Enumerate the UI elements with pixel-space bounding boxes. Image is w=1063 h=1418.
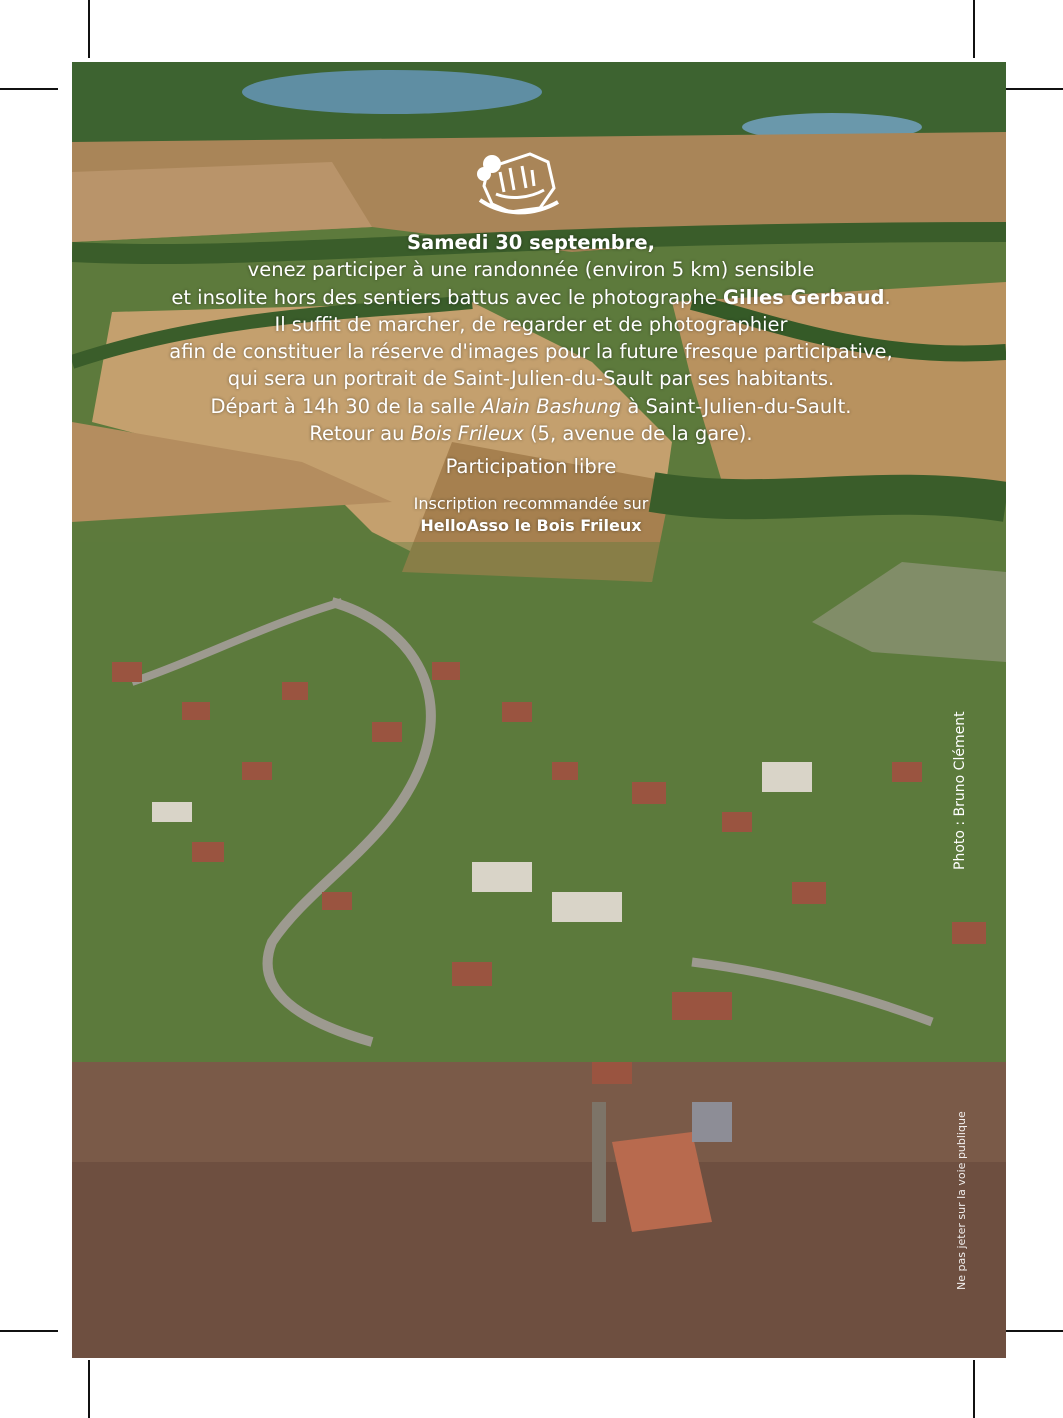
footprint-icon	[934, 1140, 943, 1155]
footprint-icon	[548, 1276, 563, 1285]
footprint-icon	[134, 1204, 143, 1219]
footprint-icon	[502, 1292, 517, 1301]
footprint-icon	[200, 122, 215, 131]
footprint-icon	[272, 1276, 287, 1285]
footprint-icon	[922, 910, 931, 925]
footprint-icon	[122, 606, 131, 621]
footprint-icon	[122, 150, 131, 165]
footprint-icon	[602, 134, 617, 143]
helloasso-link[interactable]: HelloAsso le Bois Frileux	[420, 516, 642, 536]
footprint-icon	[134, 652, 143, 667]
footprint-icon	[134, 194, 143, 209]
footprint-icon	[730, 1276, 745, 1285]
footprint-icon	[934, 1048, 943, 1063]
footprint-icon	[786, 134, 801, 143]
footprint-icon	[122, 1158, 131, 1173]
footprint-icon	[134, 1112, 143, 1127]
footprint-icon	[934, 130, 943, 145]
footprint-icon	[922, 542, 931, 557]
footprint-icon	[140, 1292, 155, 1301]
footprint-icon	[638, 1276, 653, 1285]
footprint-icon	[934, 772, 943, 787]
footprint-icon	[134, 1020, 143, 1035]
footprint-icon	[922, 634, 931, 649]
bois-frileux-logo	[470, 148, 564, 220]
footprint-icon	[132, 134, 147, 143]
footprint-icon	[934, 1232, 943, 1247]
footprint-icon	[134, 838, 143, 853]
footprint-icon	[134, 928, 143, 943]
photo-credit: Photo : Bruno Clément	[952, 711, 968, 870]
litter-notice: Ne pas jeter sur la voie publique	[955, 1111, 968, 1290]
footprint-icon	[880, 134, 895, 143]
footprint-icon	[868, 1292, 883, 1301]
footprint-icon	[408, 1292, 423, 1301]
crop-mark	[0, 88, 58, 90]
footprint-icon	[364, 1276, 379, 1285]
return-line: Retour au Bois Frileux (5, avenue de la gare).	[309, 422, 753, 446]
footprint-icon	[922, 1002, 931, 1017]
crop-mark	[973, 0, 975, 58]
event-line: et insolite hors des sentiers battus avec le photographe Gilles Gerbaud.	[171, 285, 891, 309]
footprint-icon	[922, 726, 931, 741]
event-line: qui sera un portrait de Saint-Julien-du-Sault par ses habitants.	[227, 367, 835, 391]
footprint-icon	[832, 122, 847, 131]
departure-line: Départ à 14h 30 de la salle Alain Bashung à Saint-Julien-du-Sault.	[210, 394, 852, 418]
footprint-icon	[334, 134, 349, 143]
footprint-icon	[922, 174, 931, 189]
footprint-icon	[740, 122, 755, 131]
event-line: venez participer à une randonnée (environ 5 km) sensible	[247, 258, 815, 282]
participation-text: Participation libre	[445, 455, 617, 479]
footprint-icon	[242, 134, 257, 143]
photographer-name: Gilles Gerbaud	[722, 285, 885, 309]
footprint-icon	[650, 122, 665, 131]
footprint-icon	[922, 1186, 931, 1201]
footprint-icon	[776, 1292, 791, 1301]
footprint-icon	[380, 122, 395, 131]
footprint-icon	[122, 974, 131, 989]
footprint-icon	[934, 588, 943, 603]
crop-mark	[973, 1360, 975, 1418]
crop-mark	[1005, 1330, 1063, 1332]
crop-mark	[0, 1330, 58, 1332]
footprint-icon	[134, 744, 143, 759]
logo-icon	[470, 148, 564, 220]
footprint-icon	[318, 1292, 333, 1301]
footprint-icon	[934, 864, 943, 879]
footprint-icon	[470, 122, 485, 131]
crop-mark	[88, 1360, 90, 1418]
crop-mark	[1005, 88, 1063, 90]
footprint-icon	[822, 1276, 837, 1285]
crop-mark	[88, 0, 90, 58]
footprint-icon	[684, 1292, 699, 1301]
footprint-icon	[934, 956, 943, 971]
footprint-icon	[424, 134, 439, 143]
footprint-icon	[594, 1292, 609, 1301]
inscription-text: Inscription recommandée sur	[413, 494, 649, 514]
footprint-icon	[922, 818, 931, 833]
footprint-icon	[456, 1276, 471, 1285]
footprint-icon	[922, 1094, 931, 1109]
event-date: Samedi 30 septembre,	[407, 231, 655, 254]
footprint-icon	[122, 790, 131, 805]
footprint-icon	[228, 1292, 243, 1301]
event-line: afin de constituer la réserve d'images pour la future fresque participative,	[169, 340, 893, 364]
footprint-icon	[134, 560, 143, 575]
announcement	[72, 229, 990, 537]
footprint-icon	[287, 122, 302, 131]
footprint-icon	[122, 1066, 131, 1081]
footprint-icon	[122, 1248, 131, 1263]
footprint-icon	[122, 882, 131, 897]
footprint-icon	[182, 1276, 197, 1285]
footprint-icon	[934, 680, 943, 695]
footprint-icon	[696, 134, 711, 143]
event-line: Il suffit de marcher, de regarder et de photographier	[274, 312, 788, 336]
footprint-icon	[122, 698, 131, 713]
